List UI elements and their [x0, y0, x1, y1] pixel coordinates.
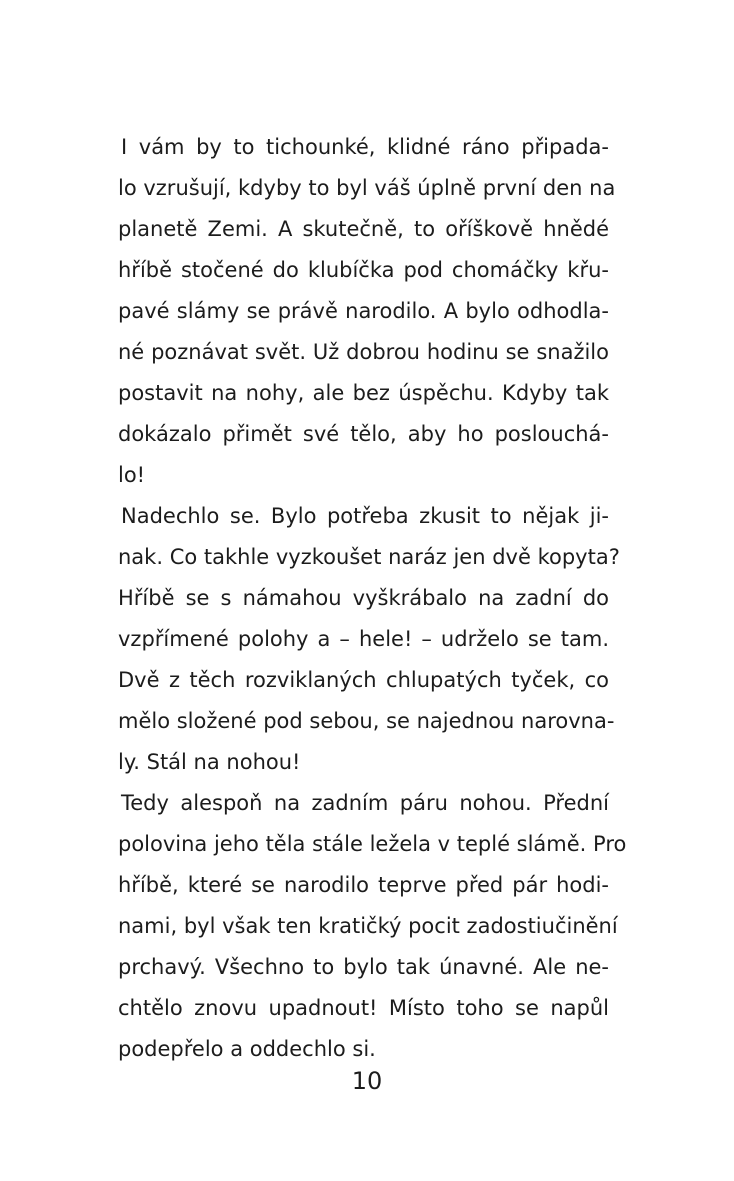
text-line: Dvě z těch rozviklaných chlupatých tyček, co [118, 668, 609, 692]
paragraph-2 [118, 496, 620, 783]
text-line: chtělo znovu upadnout! Místo toho se napůl [118, 996, 609, 1020]
text-line: hříbě, které se narodilo teprve před pár hodi- [118, 873, 609, 897]
text-line: planetě Zemi. A skutečně, to oříškově hnědé [118, 217, 609, 241]
text-line: postavit na nohy, ale bez úspěchu. Kdyby tak [118, 381, 609, 405]
text-line: Nadechlo se. Bylo potřeba zkusit to nějak ji- [121, 504, 609, 528]
text-line: hříbě stočené do klubíčka pod chomáčky křu- [118, 258, 609, 282]
text-line: nami, byl však ten kratičký pocit zadostiučinění [118, 914, 618, 938]
text-line: I vám by to tichounké, klidné ráno připada- [121, 135, 609, 159]
text-line: Hříbě se s námahou vyškrábalo na zadní do [118, 586, 609, 610]
text-line: vzpřímené polohy a – hele! – udrželo se tam. [118, 627, 609, 651]
text-line: né poznávat svět. Už dobrou hodinu se snažilo [118, 340, 609, 364]
paragraph-3 [118, 783, 627, 1070]
text-line: dokázalo přimět své tělo, aby ho poslouchá- [118, 422, 609, 446]
paragraph-1 [118, 127, 616, 496]
body-text [118, 127, 627, 1070]
text-line: prchavý. Všechno to bylo tak únavné. Ale ne- [118, 955, 609, 979]
text-line: ly. Stál na nohou! [118, 750, 301, 774]
text-line: pavé slámy se právě narodilo. A bylo odhodla- [118, 299, 609, 323]
text-line: polovina jeho těla stále ležela v teplé slámě. Pro [118, 832, 627, 856]
text-line: lo! [118, 463, 146, 487]
text-line: nak. Co takhle vyzkoušet naráz jen dvě kopyta? [118, 545, 620, 569]
text-line: podepřelo a oddechlo si. [118, 1037, 376, 1061]
text-line: lo vzrušují, kdyby to byl váš úplně první den na [118, 176, 616, 200]
text-line: mělo složené pod sebou, se najednou narovna- [118, 709, 615, 733]
text-line: Tedy alespoň na zadním páru nohou. Přední [121, 791, 609, 815]
page-number: 10 [351, 1067, 383, 1095]
